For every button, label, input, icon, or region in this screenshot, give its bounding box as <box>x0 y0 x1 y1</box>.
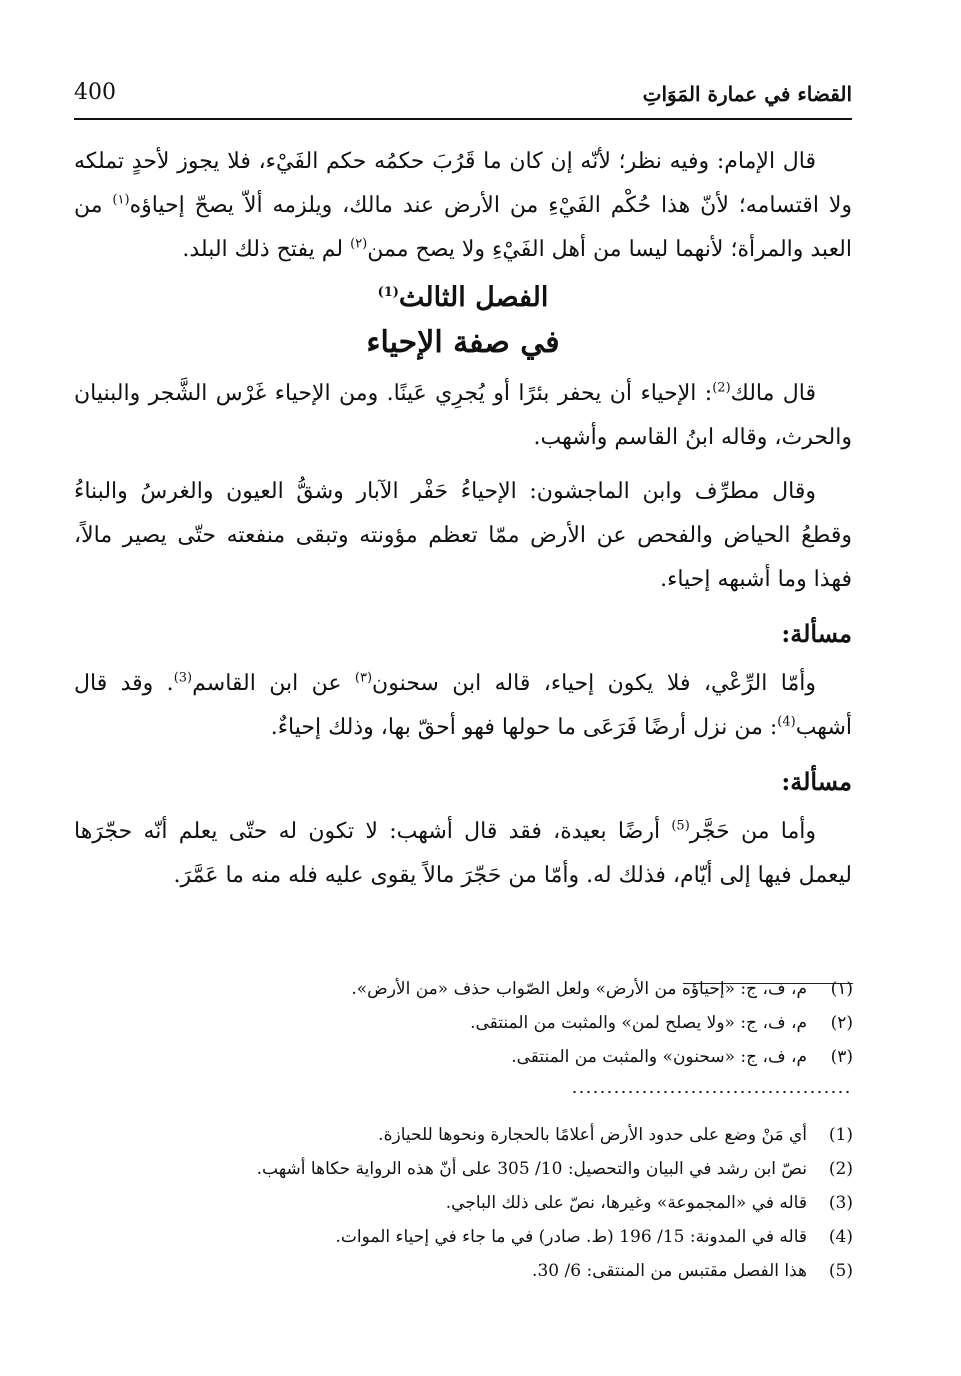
footnote-item <box>93 972 853 1006</box>
footnote-marker: (1) <box>377 285 399 300</box>
dotted-separator <box>571 1090 853 1094</box>
paragraph-enclosure <box>74 810 852 898</box>
footnote-text: هذا الفصل مقتبس من المنتقى: 6/ 30. <box>532 1261 807 1281</box>
text-run: أرضًا بعيدة، فقد قال أشهب: لا تكون له حتّى يعلم أنّه حجّرَها ليعمل فيها إلى أيّام، فذلك له. وأمّا من حَجّرَ مالاً يقوى عليه فله منه ما عَمَّرَ. <box>74 819 852 888</box>
footnote-marker: (4) <box>777 714 796 730</box>
text-run: لم يفتح ذلك البلد. <box>182 237 351 262</box>
footnote-item <box>93 1152 853 1186</box>
footnote-marker: (٣) <box>354 670 373 686</box>
footnote-item <box>93 1118 853 1152</box>
footnote-text: قاله في المدونة: 15/ 196 (ط. صادر) في ما جاء في إحياء الموات. <box>335 1227 807 1247</box>
footnote-number: (4) <box>828 1227 853 1247</box>
text-run: . وقد قال أشهب <box>74 671 852 740</box>
text-run: من العبد والمرأة؛ لأنهما ليسا من أهل الفَيْءِ ولا يصح ممن <box>74 193 852 262</box>
paragraph-grazing <box>74 662 852 750</box>
footnote-marker: (3) <box>173 670 193 686</box>
chapter-title <box>74 276 852 320</box>
chapter-subtitle: في صفة الإحياء <box>366 325 560 360</box>
footnote-text: م، ف، ج: «سحنون» والمثبت من المنتقى. <box>511 1047 807 1067</box>
footnote-text: قاله في «المجموعة» وغيرها، نصّ على ذلك الباجي. <box>445 1193 807 1213</box>
text-run: وأما من حَجَّر <box>689 819 816 844</box>
main-text <box>74 140 852 898</box>
footnote-number: (2) <box>828 1159 853 1179</box>
footnote-number: (٢) <box>830 1013 853 1033</box>
footnote-text: نصّ ابن رشد في البيان والتحصيل: 10/ 305 على أنّ هذه الرواية حكاها أشهب. <box>256 1159 807 1179</box>
source-footnotes <box>93 1118 853 1288</box>
footnote-text: م، ف، ج: «ولا يصلح لمن» والمثبت من المنتقى. <box>470 1013 807 1033</box>
text-run: : الإحياء أن يحفر بئرًا أو يُجرِي عَينًا. ومن الإحياء غَرْس الشَّجر والبنيان والحرث، وقاله ابنُ القاسم وأشهب. <box>74 381 852 450</box>
footnote-marker: (2) <box>712 380 731 396</box>
running-title: القضاء في عمارة المَوَاتِ <box>642 82 852 106</box>
footnote-item <box>93 1186 853 1220</box>
page-number: 400 <box>74 80 116 105</box>
footnote-number: (٣) <box>830 1047 853 1067</box>
footnote-number: (١) <box>830 979 853 999</box>
chapter-title-text: الفصل الثالث <box>398 282 549 313</box>
paragraph-malik <box>74 372 852 460</box>
text-run: : من نزل أرضًا فَرَعَى ما حولها فهو أحقّ بها، وذلك إحياءٌ. <box>270 715 778 740</box>
footnote-text: أي مَنْ وضع على حدود الأرض أعلامًا بالحجارة ونحوها للحيازة. <box>378 1125 807 1145</box>
page-header <box>74 78 852 120</box>
footnote-item <box>93 1220 853 1254</box>
footnote-number: (5) <box>828 1261 853 1281</box>
intro-paragraph <box>74 140 852 272</box>
text-run: عن ابن القاسم <box>192 671 355 696</box>
issue-heading: مسألة: <box>781 767 852 796</box>
footnote-item <box>93 1254 853 1288</box>
text-run: وأمّا الرِّعْي، فلا يكون إحياء، قاله ابن سحنون <box>372 671 816 696</box>
footnote-marker: (5) <box>671 818 690 834</box>
footnote-marker: (٢) <box>350 236 368 252</box>
variant-footnotes <box>93 972 853 1074</box>
issue-heading: مسألة: <box>781 619 852 648</box>
footnote-number: (1) <box>828 1125 853 1145</box>
footnote-number: (3) <box>828 1193 853 1213</box>
footnote-item <box>93 1040 853 1074</box>
text-run: قال مالك <box>730 381 816 406</box>
paragraph-mutarrif: وقال مطرِّف وابن الماجشون: الإحياءُ حَفْر الآبار وشقُّ العيون والغرسُ والبناءُ وقطعُ الحياض والفحص عن الأرض ممّا تعظم مؤونته وتبقى منفعته حتّى يصير مالاً، فهذا وما أشبهه إحياء. <box>74 479 852 592</box>
footnote-text: م، ف، ج: «إحياؤه من الأرض» ولعل الصّواب حذف «من الأرض». <box>351 979 807 999</box>
footnote-marker: (١) <box>112 192 130 208</box>
footnote-item <box>93 1006 853 1040</box>
text-run: قال الإمام: وفيه نظر؛ لأنّه إن كان ما قَرُبَ حكمُه حكم الفَيْء، فلا يجوز لأحدٍ تملكه ولا اقتسامه؛ لأنّ هذا حُكْم الفَيْءِ من الأرض عند مالك، ويلزمه ألاّ يصحّ إحياؤه <box>74 149 852 218</box>
